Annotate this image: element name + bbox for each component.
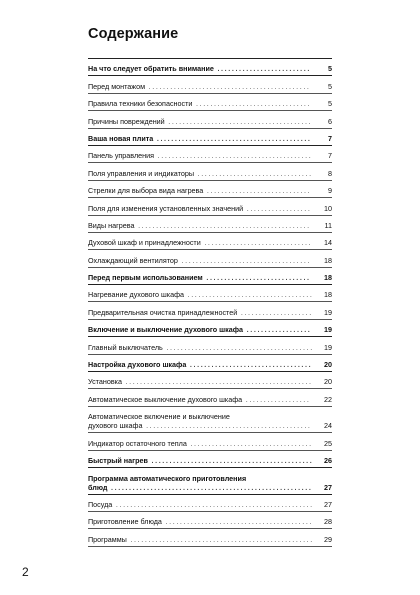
toc-entry-text: Поля управления и индикаторы [88, 168, 195, 178]
toc-entry-label [88, 221, 314, 230]
page-title: Содержание [88, 26, 179, 42]
dot-leader: ............................................. [147, 456, 314, 466]
toc-entry-page: 5 [328, 81, 332, 91]
dot-leader: ............................. [203, 186, 312, 196]
toc-entry-label [88, 82, 314, 91]
dot-leader: ........................................... [153, 133, 312, 143]
toc-entry[interactable] [88, 495, 332, 512]
dot-leader: .......................... [213, 64, 311, 74]
toc-entry-text: Ваша новая плита [88, 133, 154, 143]
toc-entry-page: 5 [328, 99, 332, 109]
toc-entry[interactable] [88, 111, 332, 128]
toc-entry-label [88, 325, 314, 334]
toc-entry-text: Панель управления [88, 151, 155, 161]
toc-entry-text: Предварительная очистка принадлежностей [88, 307, 238, 317]
toc-entry-page: 5 [328, 64, 332, 74]
toc-entry-text: Правила техники безопасности [88, 99, 193, 109]
toc-entry-label [88, 517, 314, 526]
toc-entry-page: 18 [324, 273, 332, 283]
dot-leader: .................. [243, 203, 312, 213]
toc-entry-label [88, 169, 314, 178]
toc-entry[interactable] [88, 372, 332, 389]
toc-entry[interactable] [88, 285, 332, 302]
toc-entry[interactable] [88, 355, 332, 372]
toc-entry-text: На что следует обратить внимание [88, 64, 214, 74]
toc-entry-page: 20 [324, 360, 332, 370]
toc-entry-page: 24 [324, 421, 332, 431]
dot-leader: ......................................... [161, 517, 314, 527]
dot-leader: ................................... [184, 290, 314, 300]
toc-entry-label [88, 360, 314, 369]
toc-entry-label [88, 474, 314, 492]
toc-entry-text: Главный выключатель [88, 342, 163, 352]
toc-entry-page: 19 [324, 342, 332, 352]
toc-entry-page: 29 [324, 534, 332, 544]
dot-leader: .................................... [177, 255, 312, 265]
dot-leader: ............................................. [145, 81, 311, 91]
toc-entry-label [88, 151, 314, 160]
toc-entry-page: 9 [328, 186, 332, 196]
toc-entry[interactable] [88, 468, 332, 495]
toc-entry[interactable] [88, 302, 332, 319]
dot-leader: .................................. [186, 360, 313, 370]
toc-entry-text: Причины повреждений [88, 116, 165, 126]
toc-entry[interactable] [88, 268, 332, 285]
toc-entry-page: 18 [324, 290, 332, 300]
dot-leader: .................................. [186, 438, 313, 448]
toc-entry-label [88, 64, 314, 73]
toc-entry-text: Программы [88, 534, 127, 544]
dot-leader: .................. [242, 394, 311, 404]
dot-leader: .................... [237, 307, 313, 317]
dot-leader: .............................. [200, 238, 313, 248]
toc-entry-page: 22 [324, 394, 332, 404]
toc-entry-label [88, 238, 314, 247]
toc-entry[interactable] [88, 529, 332, 546]
toc-entry[interactable] [88, 76, 332, 93]
toc-entry[interactable] [88, 407, 332, 434]
dot-leader: ........................................................ [107, 482, 313, 492]
toc-entry-label [88, 273, 314, 282]
toc-entry[interactable] [88, 59, 332, 76]
toc-entry-label [88, 308, 314, 317]
toc-entry-page: 11 [324, 220, 332, 230]
toc-entry-page: 14 [324, 238, 332, 248]
toc-entry-label [88, 439, 314, 448]
toc-entry-page: 7 [328, 151, 332, 161]
toc-entry-text: Перед первым использованием [88, 273, 203, 283]
toc-entry[interactable] [88, 233, 332, 250]
dot-leader: ........................................... [154, 151, 313, 161]
toc-entry[interactable] [88, 163, 332, 180]
toc-entry-label [88, 256, 314, 265]
toc-entry-label [88, 290, 314, 299]
toc-entry-text: Перед монтажом [88, 81, 146, 91]
dot-leader: ....................................................... [112, 499, 314, 509]
toc-entry-label [88, 204, 314, 213]
toc-entry-text: Настройка духового шкафа [88, 360, 187, 370]
toc-entry-label [88, 500, 314, 509]
toc-entry-page: 20 [324, 377, 332, 387]
toc-entry-text: Быстрый нагрев [88, 456, 148, 466]
toc-entry[interactable] [88, 320, 332, 337]
toc-entry[interactable] [88, 512, 332, 529]
toc-entry-text: Приготовление блюда [88, 517, 162, 527]
toc-entry[interactable] [88, 216, 332, 233]
toc-entry-page: 26 [324, 456, 332, 466]
toc-entry[interactable] [88, 451, 332, 468]
toc-entry-page: 27 [324, 482, 332, 492]
toc-entry-text: Автоматическое включение и выключение духового шкафа [88, 412, 230, 431]
toc-entry[interactable] [88, 337, 332, 354]
toc-entry-page: 18 [324, 255, 332, 265]
toc-entry-label [88, 186, 314, 195]
dot-leader: ................................ [194, 168, 313, 178]
toc-entry-text: Нагревание духового шкафа [88, 290, 184, 300]
page-number: 2 [22, 565, 29, 579]
toc-entry-page: 25 [324, 438, 332, 448]
toc-entry-page: 7 [328, 133, 332, 143]
toc-entry[interactable] [88, 146, 332, 163]
toc-entry-label [88, 535, 314, 544]
table-of-contents [88, 58, 332, 547]
dot-leader: ............................. [202, 273, 311, 283]
toc-entry-page: 8 [328, 168, 332, 178]
dot-leader: ......................................... [162, 342, 314, 352]
toc-entry-text: Автоматическое выключение духового шкафа [88, 394, 243, 404]
toc-entry-page: 6 [328, 116, 332, 126]
toc-entry-page: 19 [324, 325, 332, 335]
toc-entry-text: Поля для изменения установленных значений [88, 203, 244, 213]
toc-entry-text: Индикатор остаточного тепла [88, 438, 187, 448]
toc-entry-label [88, 377, 314, 386]
toc-entry-page: 19 [324, 307, 332, 317]
toc-entry-text: Духовой шкаф и принадлежности [88, 238, 201, 248]
toc-entry-label [88, 117, 314, 126]
toc-entry[interactable] [88, 389, 332, 406]
toc-entry-label [88, 412, 314, 430]
dot-leader: .................................................... [121, 377, 313, 387]
toc-entry-text: Программа автоматического приготовления блюд [88, 473, 247, 492]
toc-entry-text: Включение и выключение духового шкафа [88, 325, 244, 335]
toc-entry-text: Посуда [88, 499, 113, 509]
toc-entry-page: 27 [324, 499, 332, 509]
dot-leader: .............................................. [142, 421, 312, 431]
toc-entry-label [88, 99, 314, 108]
toc-entry[interactable] [88, 94, 332, 111]
toc-entry-label [88, 395, 314, 404]
toc-entry-label [88, 343, 314, 352]
dot-leader: ................................................... [126, 534, 314, 544]
dot-leader: ................................................ [134, 220, 311, 230]
toc-entry-label [88, 134, 314, 143]
toc-entry-text: Охлаждающий вентилятор [88, 255, 178, 265]
toc-entry[interactable] [88, 250, 332, 267]
dot-leader: ................................ [192, 99, 312, 109]
dot-leader: .................. [243, 325, 312, 335]
dot-leader: ........................................ [164, 116, 313, 126]
toc-entry[interactable] [88, 181, 332, 198]
toc-entry-page: 10 [324, 203, 332, 213]
toc-entry-text: Виды нагрева [88, 220, 135, 230]
toc-entry[interactable] [88, 433, 332, 450]
toc-entry[interactable] [88, 129, 332, 146]
toc-entry-label [88, 456, 314, 465]
toc-entry-page: 28 [324, 517, 332, 527]
toc-entry-text: Стрелки для выбора вида нагрева [88, 186, 204, 196]
toc-entry-text: Установка [88, 377, 122, 387]
toc-entry[interactable] [88, 198, 332, 215]
